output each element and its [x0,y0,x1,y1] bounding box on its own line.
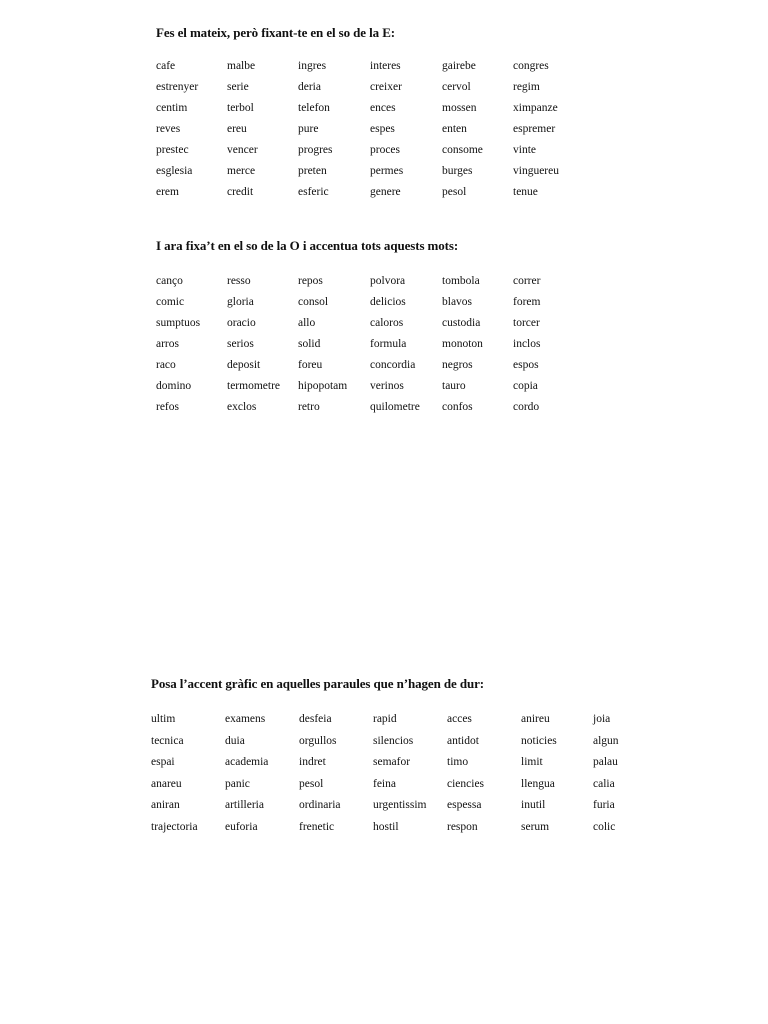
word: ordinaria [299,799,341,811]
word: pesol [299,777,324,790]
word: regim [513,81,540,93]
word: custodia [442,317,481,329]
word: domino [156,380,192,392]
word: espos [513,359,539,371]
word: exclos [227,401,257,413]
word: centim [156,102,188,114]
word: trajectoria [151,820,198,833]
word: interes [370,60,401,72]
word: cafe [156,60,176,72]
word: permes [370,165,404,177]
word: reves [156,123,181,135]
word: serie [227,81,249,93]
word: serios [227,338,254,350]
word: torcer [513,317,540,329]
word: colic [593,820,616,833]
word: frenetic [299,820,335,833]
word: delicios [370,296,406,308]
word: furia [593,799,615,811]
word: tauro [442,380,466,392]
word: polvora [370,275,406,287]
word: artilleria [225,799,264,811]
word: consol [298,296,329,308]
word: ingres [298,60,327,72]
word: esferic [298,186,329,198]
word: formula [370,338,407,350]
word: desfeia [299,713,332,725]
word: respon [447,820,478,833]
word: concordia [370,359,416,371]
word: vinguereu [513,165,559,177]
word: foreu [298,359,323,371]
word: resso [227,275,251,287]
word: antidot [447,734,479,747]
word: duia [225,734,245,747]
word: verinos [370,380,404,392]
word: ereu [227,123,247,135]
word: monoton [442,338,483,350]
word: inclos [513,338,541,350]
word: palau [593,756,618,768]
word: termometre [227,380,281,392]
word: semafor [373,756,411,768]
word: solid [298,338,321,350]
word: arros [156,338,179,350]
word: urgentissim [373,799,427,811]
word: joia [593,713,611,725]
word: creixer [370,81,402,93]
word: cordo [513,401,540,413]
word: espes [370,123,395,135]
word: ximpanze [513,102,558,114]
word: euforia [225,820,258,833]
word: orgullos [299,734,337,747]
word: tenue [513,186,538,198]
section-o-heading: I ara fixa’t en el so de la O i accentua tots aquests mots: [156,238,459,253]
word: acces [447,713,472,725]
word: gloria [227,296,254,308]
word: anireu [521,713,550,725]
word: mossen [442,102,477,114]
word: erem [156,186,179,198]
word: deposit [227,359,261,371]
word: congres [513,60,549,72]
word: malbe [227,60,256,72]
word: cervol [442,81,471,93]
word: rapid [373,713,397,725]
word: proces [370,144,401,156]
word: quilometre [370,401,420,413]
word: negros [442,359,473,371]
word: espremer [513,123,556,135]
word: vencer [227,144,258,156]
word: algun [593,734,619,747]
word: espessa [447,799,482,811]
word: telefon [298,102,330,114]
word: panic [225,777,250,790]
word: canço [156,275,183,287]
word: vinte [513,144,536,156]
word: indret [299,756,326,768]
word: pure [298,123,319,135]
word: enten [442,123,467,135]
word: copia [513,380,538,392]
word: raco [156,359,176,371]
word: progres [298,144,333,156]
word: noticies [521,734,557,747]
section-e-heading: Fes el mateix, però fixant-te en el so de la E: [156,25,395,40]
word: confos [442,401,473,413]
word: hostil [373,820,399,833]
word: serum [521,820,550,833]
word: anareu [151,777,182,790]
word: deria [298,81,321,93]
word: ences [370,102,396,114]
word: genere [370,186,401,198]
word: ciencies [447,777,485,790]
word: ultim [151,713,176,725]
word: prestec [156,144,189,156]
word: academia [225,756,269,768]
word: esglesia [156,165,193,177]
word: tombola [442,275,480,287]
word: burges [442,165,473,177]
word: consome [442,144,483,156]
word: retro [298,401,320,413]
word: allo [298,317,316,329]
word: timo [447,756,469,768]
word: comic [156,296,185,308]
word: estrenyer [156,81,199,93]
word: silencios [373,734,414,747]
section-accent-heading: Posa l’accent gràfic en aquelles paraules que n’hagen de dur: [151,676,484,691]
word: calia [593,777,615,790]
word: oracio [227,317,256,329]
word: blavos [442,296,473,308]
word: forem [513,296,541,308]
word: feina [373,777,396,790]
word: sumptuos [156,317,201,329]
word: credit [227,186,254,198]
word: pesol [442,186,467,198]
word: inutil [521,799,546,811]
word: hipopotam [298,380,348,392]
word: llengua [521,777,555,790]
word: gairebe [442,60,476,72]
word: refos [156,401,179,413]
word: caloros [370,317,404,329]
word: terbol [227,102,254,114]
word: correr [513,275,541,287]
word: espai [151,756,175,768]
word: examens [225,713,266,725]
word: limit [521,756,543,768]
word: tecnica [151,734,184,747]
word: merce [227,165,256,177]
word: repos [298,275,323,287]
word: aniran [151,799,180,811]
word: preten [298,165,327,177]
